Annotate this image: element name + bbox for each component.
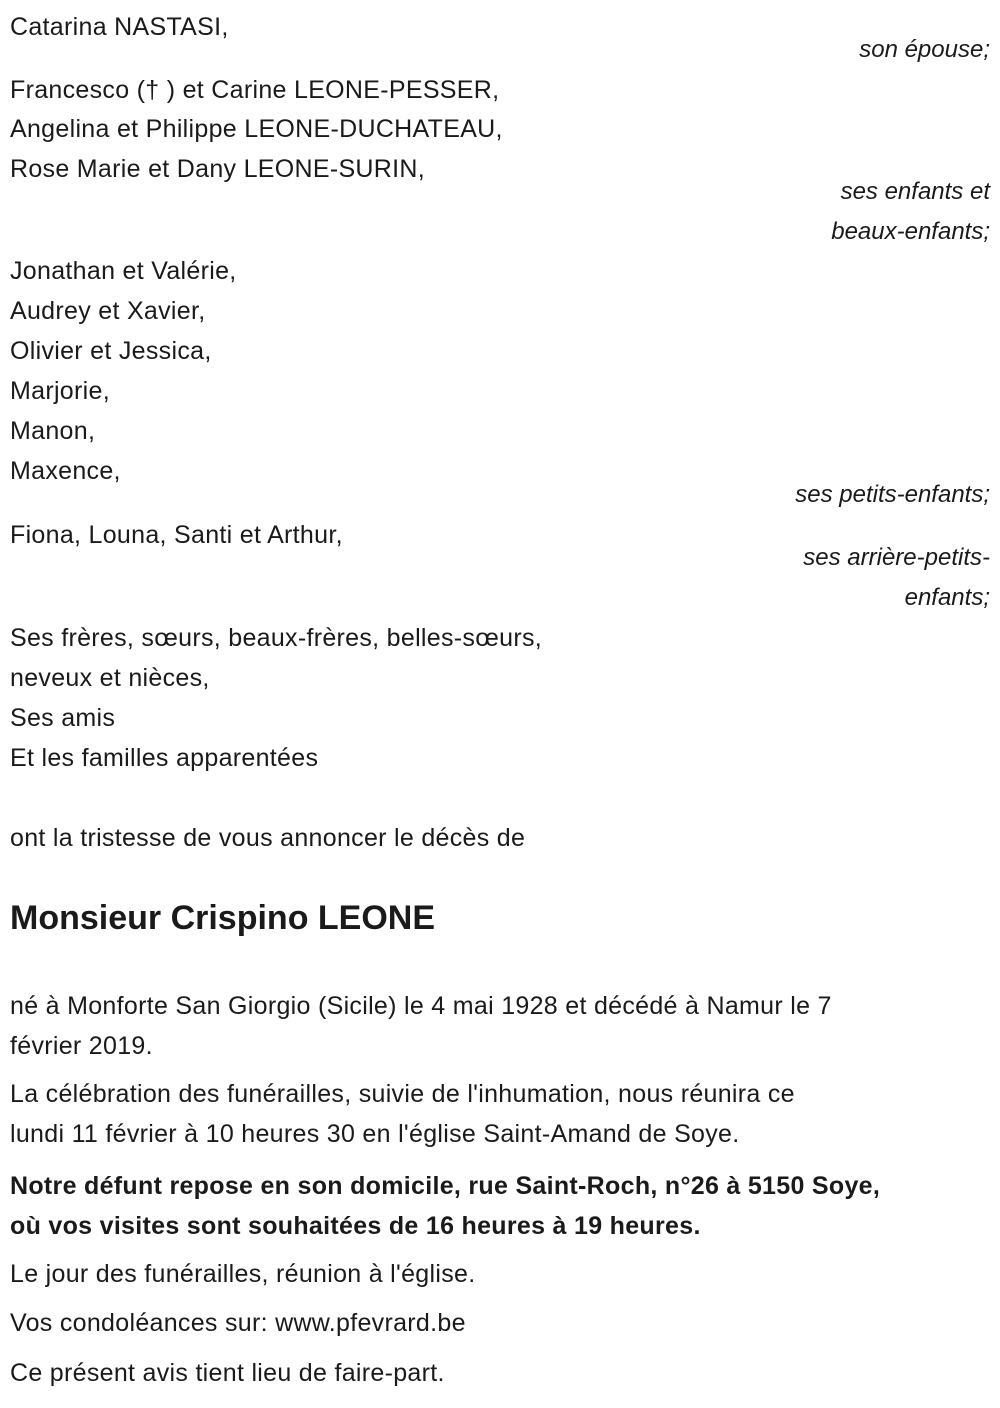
grandchild-line: Olivier et Jessica, [10, 337, 212, 365]
others-line: Ses amis [10, 704, 116, 732]
spouse-role: son épouse; [859, 36, 990, 63]
visitation-line: Notre défunt repose en son domicile, rue Saint-Roch, n°26 à 5150 Soye, [10, 1172, 881, 1200]
others-line: Ses frères, sœurs, beaux-frères, belles-sœurs, [10, 624, 542, 652]
spouse-name: Catarina NASTASI, [10, 13, 229, 41]
child-line: Francesco († ) et Carine LEONE-PESSER, [10, 76, 500, 104]
grandchild-line: Manon, [10, 417, 96, 445]
grandchild-line: Audrey et Xavier, [10, 297, 206, 325]
others-line: neveux et nièces, [10, 664, 210, 692]
meeting-info: Le jour des funérailles, réunion à l'église. [10, 1260, 476, 1288]
grandchild-line: Maxence, [10, 457, 121, 485]
great-grandchildren-role: ses arrière-petits- [803, 544, 990, 571]
birth-death-line: février 2019. [10, 1032, 153, 1060]
child-line: Angelina et Philippe LEONE-DUCHATEAU, [10, 115, 503, 143]
grandchild-line: Marjorie, [10, 377, 110, 405]
children-role: beaux-enfants; [831, 218, 990, 245]
grandchild-line: Jonathan et Valérie, [10, 257, 237, 285]
birth-death-line: né à Monforte San Giorgio (Sicile) le 4 mai 1928 et décédé à Namur le 7 [10, 992, 832, 1020]
children-role: ses enfants et [840, 178, 990, 205]
visitation-line: où vos visites sont souhaitées de 16 heures à 19 heures. [10, 1212, 701, 1240]
deceased-name: Monsieur Crispino LEONE [10, 899, 436, 937]
great-grandchildren: Fiona, Louna, Santi et Arthur, [10, 521, 343, 549]
ceremony-line: lundi 11 février à 10 heures 30 en l'église Saint-Amand de Soye. [10, 1120, 740, 1148]
child-line: Rose Marie et Dany LEONE-SURIN, [10, 155, 425, 183]
condolences-info: Vos condoléances sur: www.pfevrard.be [10, 1309, 466, 1337]
ceremony-line: La célébration des funérailles, suivie de l'inhumation, nous réunira ce [10, 1080, 795, 1108]
grandchildren-role: ses petits-enfants; [795, 481, 990, 508]
announcement: ont la tristesse de vous annoncer le décès de [10, 824, 526, 852]
others-line: Et les familles apparentées [10, 744, 319, 772]
notice-text: Ce présent avis tient lieu de faire-part. [10, 1359, 445, 1387]
great-grandchildren-role: enfants; [904, 584, 990, 611]
